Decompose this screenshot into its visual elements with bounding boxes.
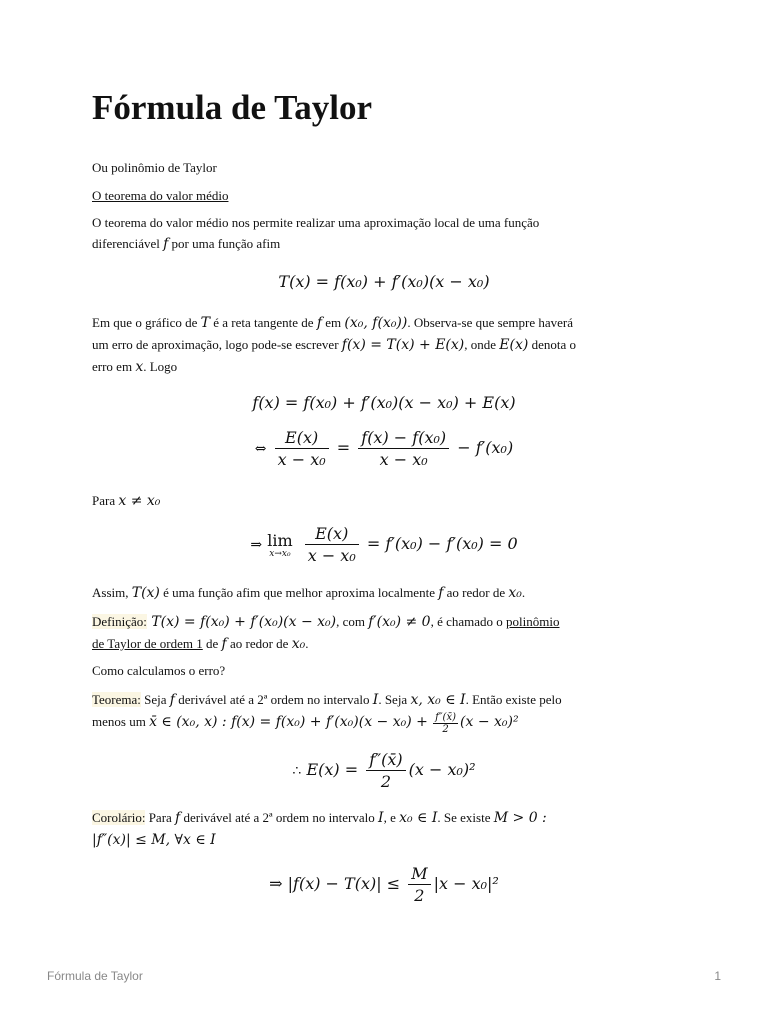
intro-var-f: f xyxy=(163,236,169,252)
lhs: ⇒ |f(x) − T(x)| ≤ xyxy=(269,874,401,893)
theorem-paragraph xyxy=(92,689,672,735)
defined-term: de Taylor de ordem 1 xyxy=(92,636,203,651)
math-M: M > 0 : xyxy=(493,810,547,826)
text: . Observa-se que sempre haverá xyxy=(407,315,574,330)
text: Em que o gráfico de xyxy=(92,315,201,330)
intro-paragraph xyxy=(92,212,672,255)
math-x0: x₀ ∈ I xyxy=(399,810,438,826)
math-T: T xyxy=(200,315,210,331)
denominator: 2 xyxy=(414,886,425,905)
numerator: f″(x̄) xyxy=(366,750,405,771)
equation-error-quotient xyxy=(0,428,768,469)
text: denota o xyxy=(528,337,576,352)
text: Para xyxy=(145,810,176,825)
text: em xyxy=(322,315,345,330)
tail: (x − x₀)² xyxy=(408,760,476,779)
limit-operator xyxy=(267,531,292,559)
corollary-label: Corolário: xyxy=(92,810,146,825)
conclusion-paragraph xyxy=(92,582,672,604)
text: . Então existe pelo xyxy=(465,692,562,707)
text: Para xyxy=(92,493,119,508)
defined-term: polinômio xyxy=(506,614,560,629)
math-x0: x₀ xyxy=(291,636,306,652)
text: . Seja xyxy=(378,692,411,707)
text: . Logo xyxy=(143,359,178,374)
question-line: Como calculamos o erro? xyxy=(92,663,226,678)
text: , com xyxy=(336,614,369,629)
text: Seja xyxy=(140,692,170,707)
denominator: 2 xyxy=(442,723,449,735)
lim-word: lim xyxy=(267,530,293,550)
fraction xyxy=(305,524,359,565)
intro-line2-pre: diferenciável xyxy=(92,236,164,251)
math-f: f xyxy=(316,315,323,331)
denominator: x − x₀ xyxy=(307,546,356,565)
text: . xyxy=(305,636,309,651)
lim-subscript: x→x₀ xyxy=(269,548,291,559)
text: ao redor de xyxy=(443,585,509,600)
equation-error-bound xyxy=(0,864,768,905)
math-tail: (x − x₀)² xyxy=(460,714,519,730)
text: um erro de aproximação, logo pode-se escrever xyxy=(92,337,342,352)
text: Assim, xyxy=(92,585,132,600)
fraction-rhs xyxy=(358,428,449,469)
derivative-term: − f′(x₀) xyxy=(457,438,514,457)
small-fraction xyxy=(433,712,458,735)
math-mean-value: x̄ ∈ (x₀, x) : f(x) = f(x₀) + f′(x₀)(x − x₀) + xyxy=(149,714,428,730)
math-taylor-poly: T(x) = f(x₀) + f′(x₀)(x − x₀) xyxy=(146,614,337,630)
denominator: x − x₀ xyxy=(379,450,428,469)
iff-symbol: ⇔ xyxy=(254,441,267,457)
fraction-lhs xyxy=(275,428,329,469)
implies-symbol: ⇒ xyxy=(250,537,263,553)
text: erro em xyxy=(92,359,136,374)
numerator: f(x) − f(x₀) xyxy=(358,428,449,449)
math-f: f xyxy=(438,585,444,601)
math-condition: f′(x₀) ≠ 0 xyxy=(368,614,431,630)
math-Ex: E(x) xyxy=(499,337,529,353)
text: é a reta tangente de xyxy=(210,315,317,330)
corollary-paragraph xyxy=(92,807,672,851)
theorem-label: Teorema: xyxy=(92,692,141,707)
text: . xyxy=(521,585,526,600)
section-heading: O teorema do valor médio xyxy=(92,188,229,203)
math-f: f xyxy=(175,810,181,826)
intro-line1: O teorema do valor médio nos permite realizar uma aproximação local de uma função xyxy=(92,215,540,230)
definition-label: Definição: xyxy=(92,614,147,629)
equation-lagrange-remainder xyxy=(0,750,768,791)
condition-line xyxy=(92,490,672,512)
numerator: M xyxy=(408,864,430,885)
text: menos um xyxy=(92,714,150,729)
equation-limit xyxy=(0,524,768,565)
text: de xyxy=(202,636,222,651)
text: derivável até a 2ª ordem no intervalo xyxy=(180,810,379,825)
intro-line2-post: por uma função afim xyxy=(168,236,281,251)
fraction xyxy=(366,750,405,791)
math-f: f xyxy=(169,692,175,708)
limit-result: = f′(x₀) − f′(x₀) = 0 xyxy=(366,534,518,553)
denominator: x − x₀ xyxy=(277,450,326,469)
math-vars: x, x₀ ∈ I xyxy=(410,692,466,708)
math-Tx: T(x) xyxy=(131,585,160,601)
math-f: f xyxy=(221,636,227,652)
text: , é chamado o xyxy=(430,614,507,629)
math-relation: f(x) = T(x) + E(x) xyxy=(341,337,465,353)
text: ao redor de xyxy=(226,636,292,651)
math-condition: x ≠ x₀ xyxy=(118,493,161,509)
math-point: (x₀, f(x₀)) xyxy=(344,315,408,331)
text: derivável até a 2ª ordem no intervalo xyxy=(174,692,373,707)
page-title: Fórmula de Taylor xyxy=(92,88,373,127)
numerator: f″(x̄) xyxy=(435,711,457,723)
numerator: E(x) xyxy=(275,428,329,449)
denominator: 2 xyxy=(380,772,392,791)
equals-sign: = xyxy=(336,438,351,457)
tail: |x − x₀|² xyxy=(433,874,499,893)
math-x: x xyxy=(135,359,144,375)
numerator: E(x) xyxy=(305,524,359,545)
equation-tangent-line: T(x) = f(x₀) + f′(x₀)(x − x₀) xyxy=(278,272,490,291)
text: , e xyxy=(383,810,400,825)
subtitle: Ou polinômio de Taylor xyxy=(92,160,217,175)
therefore-symbol: ∴ xyxy=(292,763,302,779)
definition-paragraph xyxy=(92,611,672,655)
math-I: I xyxy=(378,810,384,826)
text: é uma função afim que melhor aproxima localmente xyxy=(159,585,439,600)
fraction xyxy=(408,864,430,905)
footer-title: Fórmula de Taylor xyxy=(47,969,143,983)
tangent-explanation xyxy=(92,312,672,378)
text: , onde xyxy=(464,337,500,352)
text: . Se existe xyxy=(437,810,494,825)
math-x0: x₀ xyxy=(508,585,522,601)
math-bound: |f″(x)| ≤ M, ∀x ∈ I xyxy=(92,832,216,848)
equation-error-decomposition: f(x) = f(x₀) + f′(x₀)(x − x₀) + E(x) xyxy=(252,393,516,412)
math-I: I xyxy=(372,692,379,708)
lhs: E(x) = xyxy=(306,760,359,779)
page-number: 1 xyxy=(714,969,721,983)
